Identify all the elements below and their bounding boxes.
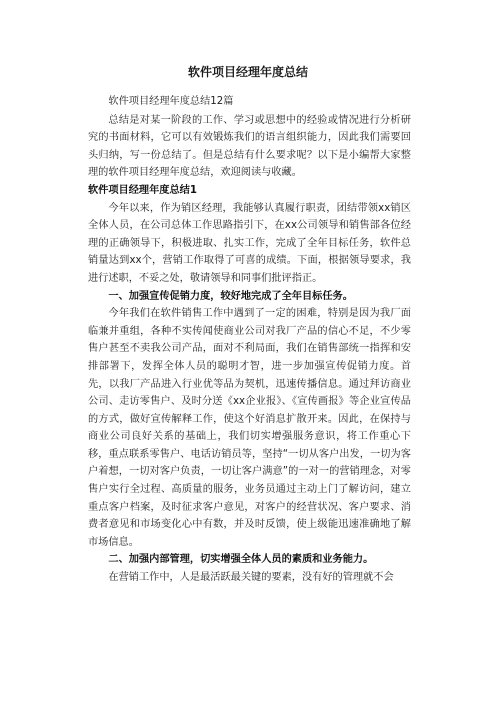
body-paragraph: 在营销工作中，人是最活跃最关键的要素，没有好的管理就不会	[108, 572, 394, 584]
body-paragraph: 今年我们在软件销售工作中遇到了一定的困难，特别是因为我厂面临兼并重组，各种不实传闻使商业公司对我厂产品的信心不足，不少零售户甚至不卖我公司产品，面对不利局面，我们在销售部统一指挥和安排部署下，发挥全体人员的聪明才智，进一步加强宣传促销力度。首先，以我厂产品进入行业优等品为契机，迅速传播信息。通过拜访商业公司、走访零售户、及时分送《xx企业报》、《宣传画报》等企业宣传品的方式，做好宣传解释工作，使这个好消息扩散开来。因此，在保持与商业公司良好关系的基础上，我们切实增强服务意识，将工作重心下移，重点联系零售户、电话访销员等，坚持“一切从客户出发，一切为客户着想，一切对客户负责，一切让客户满意”的一对一的营销理念，对零售户实行全过程、高质量的服务，业务员通过主动上门了解访问，建立重点客户档案，及时征求客户意见，对客户的经营状况、客户要求、消费者意见和市场变化心中有数，并及时反馈，使上级能迅速准确地了解市场信息。	[88, 308, 411, 548]
document-body	[88, 93, 411, 587]
document-title: 软件项目经理年度总结	[187, 65, 308, 79]
section-heading: 软件项目经理年度总结1	[88, 184, 197, 196]
body-paragraph: 今年以来，作为销区经理，我能够认真履行职责，团结带领xx销区全体人员，在公司总体工作思路指引下，在xx公司领导和销售部各位经理的正确领导下，积极进取、扎实工作，完成了全年目标任务，软件总销量达到xx个，营销工作取得了可喜的成绩。下面，根据领导要求，我进行述职，不妥之处，敬请领导和同事们批评指正。	[88, 202, 411, 284]
intro-paragraph: 总结是对某一阶段的工作、学习或思想中的经验或情况进行分析研究的书面材料，它可以有效锻炼我们的语言组织能力，因此我们需要回头归纳，写一份总结了。但是总结有什么要求呢？以下是小编帮大家整理的软件项目经理年度总结，欢迎阅读与收藏。	[88, 114, 411, 179]
subtitle-paragraph: 软件项目经理年度总结12篇	[108, 96, 234, 107]
subsection-heading: 一、加强宣传促销力度，较好地完成了全年目标任务。	[108, 290, 353, 302]
subsection-heading: 二、加强内部管理，切实增强全体人员的素质和业务能力。	[108, 554, 374, 566]
